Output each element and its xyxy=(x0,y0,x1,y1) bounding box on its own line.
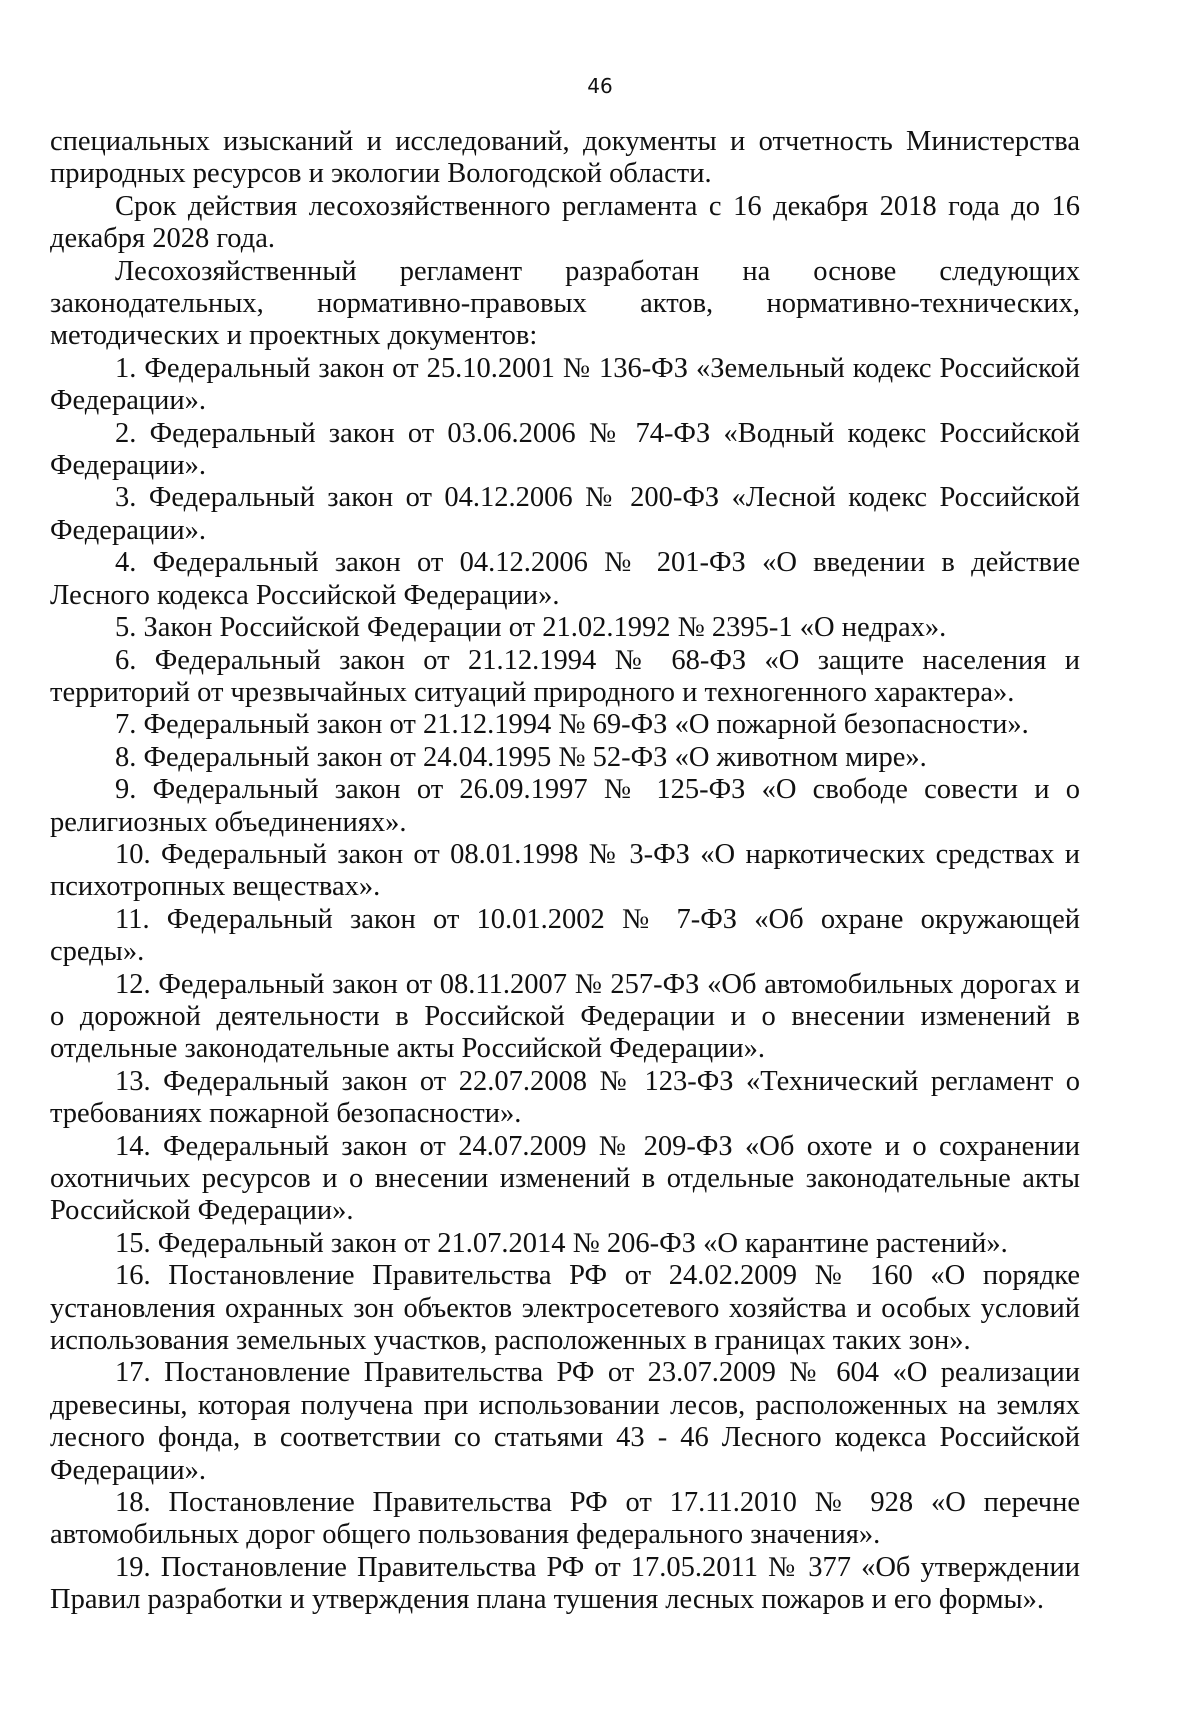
list-item xyxy=(50,418,1080,483)
document-body xyxy=(50,126,1080,1617)
text-line: Лесохозяйственный регламент разработан на основе следующих xyxy=(115,255,1080,287)
text-line: Федерации». xyxy=(50,385,206,417)
list-item xyxy=(50,742,1080,774)
list-item xyxy=(50,1552,1080,1617)
text-line: 19. Постановление Правительства РФ от 17.05.2011 № 377 «Об утверждении xyxy=(115,1551,1080,1583)
paragraph xyxy=(50,126,1080,191)
text-line: древесины, которая получена при использовании лесов, расположенных на землях xyxy=(50,1389,1080,1421)
list-item xyxy=(50,1066,1080,1131)
text-line: Правил разработки и утверждения плана тушения лесных пожаров и его формы». xyxy=(50,1584,1045,1616)
text-line: лесного фонда, в соответствии со статьями 43 - 46 Лесного кодекса Российской xyxy=(50,1422,1080,1454)
list-item xyxy=(50,774,1080,839)
list-item xyxy=(50,612,1080,644)
text-line: 15. Федеральный закон от 21.07.2014 № 206-ФЗ «О карантине растений». xyxy=(115,1227,1008,1259)
list-item xyxy=(50,904,1080,969)
list-item xyxy=(50,839,1080,904)
text-line: Федерации». xyxy=(50,1454,206,1486)
text-line: Федерации». xyxy=(50,514,206,546)
list-item xyxy=(50,1131,1080,1228)
text-line: требованиях пожарной безопасности». xyxy=(50,1098,522,1130)
text-line: природных ресурсов и экологии Вологодской области. xyxy=(50,158,712,190)
paragraph xyxy=(50,256,1080,353)
text-line: 17. Постановление Правительства РФ от 23.07.2009 № 604 «О реализации xyxy=(115,1357,1080,1389)
text-line: религиозных объединениях». xyxy=(50,806,407,838)
list-item xyxy=(50,969,1080,1066)
text-line: территорий от чрезвычайных ситуаций природного и техногенного характера». xyxy=(50,676,1015,708)
text-line: 3. Федеральный закон от 04.12.2006 № 200-ФЗ «Лесной кодекс Российской xyxy=(115,482,1080,514)
list-item xyxy=(50,1357,1080,1487)
list-item xyxy=(50,547,1080,612)
text-line: 12. Федеральный закон от 08.11.2007 № 257-ФЗ «Об автомобильных дорогах и xyxy=(115,968,1080,1000)
list-item xyxy=(50,1260,1080,1357)
text-line: 2. Федеральный закон от 03.06.2006 № 74-ФЗ «Водный кодекс Российской xyxy=(115,417,1080,449)
text-line: Федерации». xyxy=(50,450,206,482)
text-line: 14. Федеральный закон от 24.07.2009 № 209-ФЗ «Об охоте и о сохранении xyxy=(115,1130,1080,1162)
text-line: 8. Федеральный закон от 24.04.1995 № 52-ФЗ «О животном мире». xyxy=(115,741,927,773)
text-line: методических и проектных документов: xyxy=(50,320,538,352)
text-line: законодательных, нормативно-правовых актов, нормативно-технических, xyxy=(50,288,1080,320)
text-line: 16. Постановление Правительства РФ от 24.02.2009 № 160 «О порядке xyxy=(115,1260,1080,1292)
text-line: 9. Федеральный закон от 26.09.1997 № 125-ФЗ «О свободе совести и о xyxy=(115,774,1080,806)
text-line: охотничьих ресурсов и о внесении изменений в отдельные законодательные акты xyxy=(50,1163,1080,1194)
text-line: декабря 2028 года. xyxy=(50,223,276,255)
text-line: 10. Федеральный закон от 08.01.1998 № 3-ФЗ «О наркотических средствах и xyxy=(115,838,1080,870)
list-item xyxy=(50,645,1080,710)
text-line: психотропных веществах». xyxy=(50,871,381,903)
text-line: 7. Федеральный закон от 21.12.1994 № 69-ФЗ «О пожарной безопасности». xyxy=(115,709,1029,741)
text-line: 4. Федеральный закон от 04.12.2006 № 201-ФЗ «О введении в действие xyxy=(115,547,1080,579)
text-line: Срок действия лесохозяйственного регламента с 16 декабря 2018 года до 16 xyxy=(115,190,1080,222)
text-line: среды». xyxy=(50,936,145,968)
text-line: о дорожной деятельности в Российской Федерации и о внесении изменений в xyxy=(50,1000,1080,1032)
text-line: автомобильных дорог общего пользования федерального значения». xyxy=(50,1519,881,1551)
text-line: отдельные законодательные акты Российской Федерации». xyxy=(50,1033,766,1065)
text-line: Лесного кодекса Российской Федерации». xyxy=(50,579,560,611)
page-number: 46 xyxy=(587,74,613,98)
list-item xyxy=(50,1487,1080,1552)
text-line: 6. Федеральный закон от 21.12.1994 № 68-ФЗ «О защите населения и xyxy=(115,644,1080,676)
text-line: 5. Закон Российской Федерации от 21.02.1992 № 2395-1 «О недрах». xyxy=(115,612,947,644)
text-line: использования земельных участков, расположенных в границах таких зон». xyxy=(50,1325,971,1357)
text-line: 18. Постановление Правительства РФ от 17.11.2010 № 928 «О перечне xyxy=(115,1487,1080,1519)
list-item xyxy=(50,709,1080,741)
list-item xyxy=(50,482,1080,547)
list-item xyxy=(50,353,1080,418)
text-line: Российской Федерации». xyxy=(50,1195,354,1227)
paragraph xyxy=(50,191,1080,256)
list-item xyxy=(50,1228,1080,1260)
text-line: 13. Федеральный закон от 22.07.2008 № 123-ФЗ «Технический регламент о xyxy=(115,1065,1080,1097)
text-line: установления охранных зон объектов электросетевого хозяйства и особых условий xyxy=(50,1292,1080,1324)
text-line: специальных изысканий и исследований, документы и отчетность Министерства xyxy=(50,126,1080,157)
text-line: 1. Федеральный закон от 25.10.2001 № 136-ФЗ «Земельный кодекс Российской xyxy=(115,352,1080,384)
text-line: 11. Федеральный закон от 10.01.2002 № 7-ФЗ «Об охране окружающей xyxy=(115,903,1080,935)
